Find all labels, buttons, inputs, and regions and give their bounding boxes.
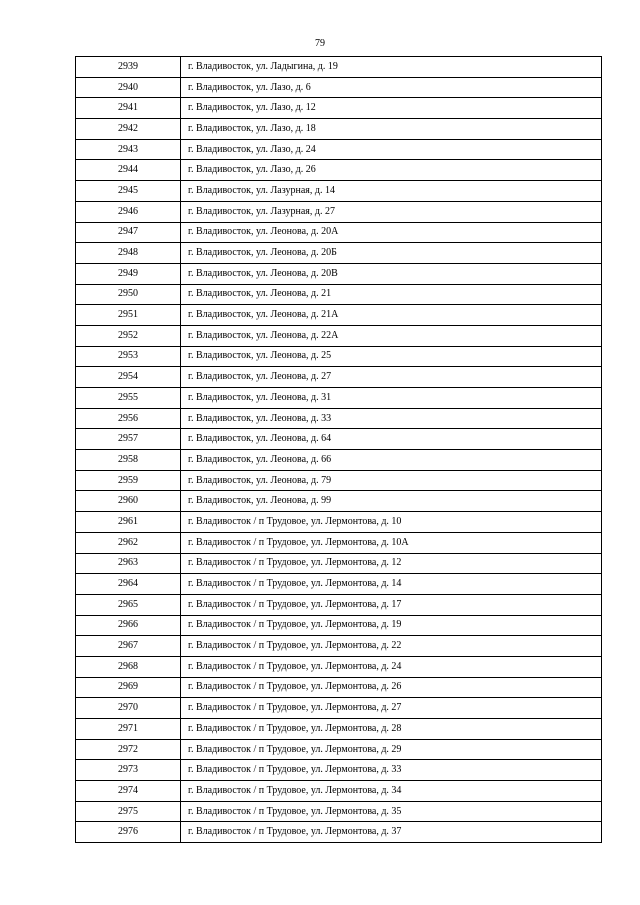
table-row — [76, 367, 602, 388]
row-number-cell: 2950 — [76, 284, 181, 305]
table-row — [76, 243, 602, 264]
address-cell: г. Владивосток, ул. Леонова, д. 66 — [181, 450, 602, 471]
table-row — [76, 760, 602, 781]
table-row — [76, 284, 602, 305]
table-row — [76, 429, 602, 450]
address-cell: г. Владивосток, ул. Леонова, д. 21А — [181, 305, 602, 326]
row-number-cell: 2957 — [76, 429, 181, 450]
table-row — [76, 781, 602, 802]
address-cell: г. Владивосток, ул. Лазо, д. 6 — [181, 77, 602, 98]
row-number-cell: 2971 — [76, 719, 181, 740]
address-cell: г. Владивосток / п Трудовое, ул. Лермонтова, д. 37 — [181, 822, 602, 843]
table-row — [76, 801, 602, 822]
row-number-cell: 2942 — [76, 119, 181, 140]
row-number-cell: 2964 — [76, 574, 181, 595]
row-number-cell: 2940 — [76, 77, 181, 98]
address-cell: г. Владивосток / п Трудовое, ул. Лермонтова, д. 19 — [181, 615, 602, 636]
table-row — [76, 615, 602, 636]
table-row — [76, 139, 602, 160]
address-cell: г. Владивосток / п Трудовое, ул. Лермонтова, д. 35 — [181, 801, 602, 822]
row-number-cell: 2941 — [76, 98, 181, 119]
row-number-cell: 2965 — [76, 594, 181, 615]
table-row — [76, 553, 602, 574]
table-row — [76, 822, 602, 843]
table-row — [76, 450, 602, 471]
address-cell: г. Владивосток, ул. Леонова, д. 99 — [181, 491, 602, 512]
row-number-cell: 2952 — [76, 325, 181, 346]
row-number-cell: 2949 — [76, 263, 181, 284]
table-row — [76, 77, 602, 98]
address-cell: г. Владивосток, ул. Лазурная, д. 27 — [181, 201, 602, 222]
address-cell: г. Владивосток, ул. Леонова, д. 33 — [181, 408, 602, 429]
address-cell: г. Владивосток / п Трудовое, ул. Лермонтова, д. 33 — [181, 760, 602, 781]
row-number-cell: 2955 — [76, 388, 181, 409]
table-row — [76, 201, 602, 222]
address-cell: г. Владивосток, ул. Лазурная, д. 14 — [181, 181, 602, 202]
row-number-cell: 2968 — [76, 656, 181, 677]
address-cell: г. Владивосток / п Трудовое, ул. Лермонтова, д. 17 — [181, 594, 602, 615]
table-row — [76, 305, 602, 326]
address-cell: г. Владивосток / п Трудовое, ул. Лермонтова, д. 12 — [181, 553, 602, 574]
table-row — [76, 574, 602, 595]
row-number-cell: 2939 — [76, 57, 181, 78]
row-number-cell: 2943 — [76, 139, 181, 160]
address-cell: г. Владивосток / п Трудовое, ул. Лермонтова, д. 10 — [181, 512, 602, 533]
address-table — [75, 56, 602, 843]
address-cell: г. Владивосток / п Трудовое, ул. Лермонтова, д. 29 — [181, 739, 602, 760]
row-number-cell: 2958 — [76, 450, 181, 471]
table-row — [76, 491, 602, 512]
table-row — [76, 636, 602, 657]
address-cell: г. Владивосток, ул. Леонова, д. 20В — [181, 263, 602, 284]
row-number-cell: 2946 — [76, 201, 181, 222]
row-number-cell: 2966 — [76, 615, 181, 636]
address-cell: г. Владивосток, ул. Леонова, д. 20Б — [181, 243, 602, 264]
table-row — [76, 408, 602, 429]
table-row — [76, 470, 602, 491]
address-cell: г. Владивосток, ул. Леонова, д. 25 — [181, 346, 602, 367]
row-number-cell: 2973 — [76, 760, 181, 781]
row-number-cell: 2956 — [76, 408, 181, 429]
row-number-cell: 2963 — [76, 553, 181, 574]
table-row — [76, 512, 602, 533]
address-cell: г. Владивосток / п Трудовое, ул. Лермонтова, д. 26 — [181, 677, 602, 698]
address-cell: г. Владивосток, ул. Леонова, д. 21 — [181, 284, 602, 305]
table-row — [76, 532, 602, 553]
address-cell: г. Владивосток, ул. Леонова, д. 31 — [181, 388, 602, 409]
table-row — [76, 346, 602, 367]
address-cell: г. Владивосток, ул. Лазо, д. 26 — [181, 160, 602, 181]
table-row — [76, 98, 602, 119]
address-cell: г. Владивосток / п Трудовое, ул. Лермонтова, д. 34 — [181, 781, 602, 802]
address-cell: г. Владивосток, ул. Лазо, д. 12 — [181, 98, 602, 119]
address-cell: г. Владивосток, ул. Леонова, д. 64 — [181, 429, 602, 450]
row-number-cell: 2976 — [76, 822, 181, 843]
row-number-cell: 2947 — [76, 222, 181, 243]
row-number-cell: 2954 — [76, 367, 181, 388]
address-cell: г. Владивосток, ул. Лазо, д. 24 — [181, 139, 602, 160]
row-number-cell: 2951 — [76, 305, 181, 326]
address-cell: г. Владивосток / п Трудовое, ул. Лермонтова, д. 14 — [181, 574, 602, 595]
address-cell: г. Владивосток / п Трудовое, ул. Лермонтова, д. 22 — [181, 636, 602, 657]
page-number: 79 — [315, 38, 325, 49]
address-cell: г. Владивосток, ул. Ладыгина, д. 19 — [181, 57, 602, 78]
row-number-cell: 2944 — [76, 160, 181, 181]
row-number-cell: 2962 — [76, 532, 181, 553]
address-cell: г. Владивосток / п Трудовое, ул. Лермонтова, д. 27 — [181, 698, 602, 719]
address-cell: г. Владивосток, ул. Лазо, д. 18 — [181, 119, 602, 140]
table-row — [76, 594, 602, 615]
address-cell: г. Владивосток / п Трудовое, ул. Лермонтова, д. 24 — [181, 656, 602, 677]
row-number-cell: 2945 — [76, 181, 181, 202]
table-row — [76, 677, 602, 698]
row-number-cell: 2961 — [76, 512, 181, 533]
address-cell: г. Владивосток, ул. Леонова, д. 79 — [181, 470, 602, 491]
table-row — [76, 739, 602, 760]
table-row — [76, 57, 602, 78]
row-number-cell: 2974 — [76, 781, 181, 802]
row-number-cell: 2948 — [76, 243, 181, 264]
table-row — [76, 325, 602, 346]
address-cell: г. Владивосток / п Трудовое, ул. Лермонтова, д. 28 — [181, 719, 602, 740]
row-number-cell: 2972 — [76, 739, 181, 760]
row-number-cell: 2969 — [76, 677, 181, 698]
row-number-cell: 2960 — [76, 491, 181, 512]
row-number-cell: 2953 — [76, 346, 181, 367]
table-row — [76, 181, 602, 202]
address-cell: г. Владивосток, ул. Леонова, д. 27 — [181, 367, 602, 388]
row-number-cell: 2959 — [76, 470, 181, 491]
address-cell: г. Владивосток, ул. Леонова, д. 22А — [181, 325, 602, 346]
table-row — [76, 719, 602, 740]
row-number-cell: 2970 — [76, 698, 181, 719]
row-number-cell: 2975 — [76, 801, 181, 822]
address-cell: г. Владивосток, ул. Леонова, д. 20А — [181, 222, 602, 243]
table-row — [76, 119, 602, 140]
table-row — [76, 222, 602, 243]
table-row — [76, 698, 602, 719]
table-row — [76, 388, 602, 409]
table-row — [76, 656, 602, 677]
address-table-body — [76, 57, 602, 843]
address-cell: г. Владивосток / п Трудовое, ул. Лермонтова, д. 10А — [181, 532, 602, 553]
table-row — [76, 160, 602, 181]
table-row — [76, 263, 602, 284]
row-number-cell: 2967 — [76, 636, 181, 657]
